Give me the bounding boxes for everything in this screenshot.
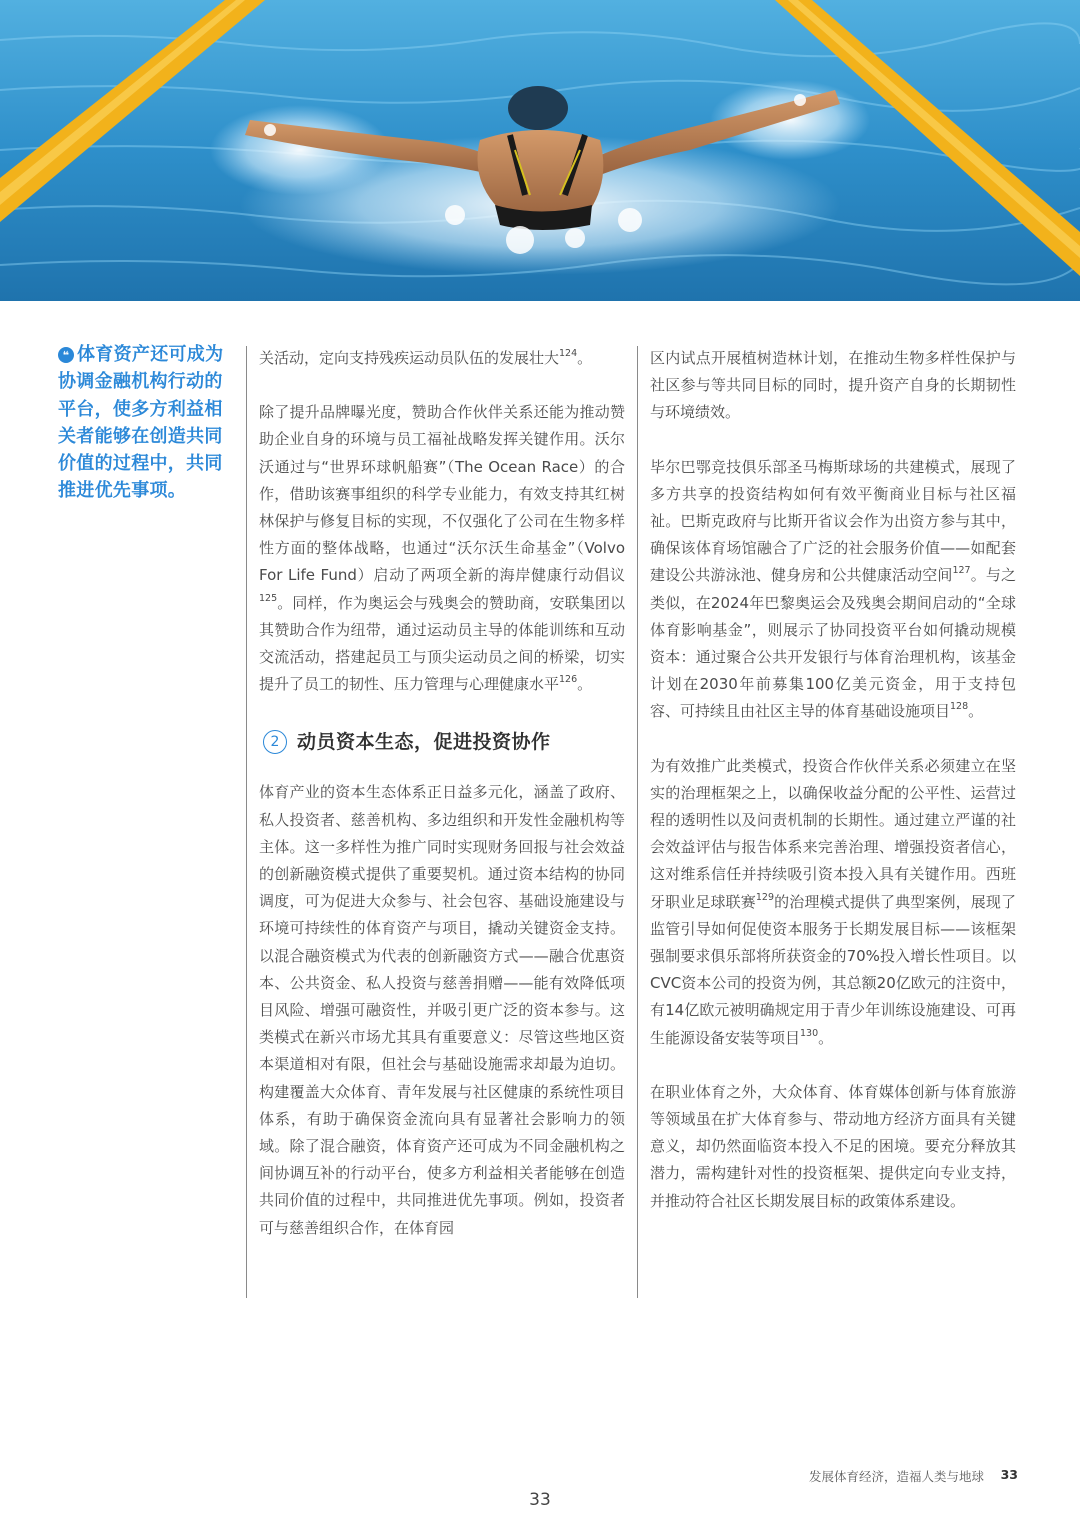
paragraph: 除了提升品牌曝光度，赞助合作伙伴关系还能为推动赞助企业自身的环境与员工福祉战略发挥关键作用。沃尔沃通过与“世界环球帆船赛”（The Ocean Race）的合作，借助该赛事组织的科学专业能力，有效支持其红树林保护与修复目标的实现，不仅强化了公司在生物多样性方面的整体战略，也通过“沃尔沃生命基金”（Volvo For Life Fund）启动了两项全新的海岸健康行动倡议$^{125}$。同样，作为奥运会与残奥会的赞助商，安联集团以其赞助合作为纽带，通过运动员主导的体能训练和互动交流活动，搭建起员工与顶尖运动员之间的桥梁，切实提升了员工的韧性、压力管理与心理健康水平$^{126}$。	[259, 403, 625, 694]
column-divider-right	[637, 346, 638, 1298]
paragraph: 在职业体育之外，大众体育、体育媒体创新与体育旅游等领域虽在扩大体育参与、带动地方经济方面具有关键意义，却仍然面临资本投入不足的困境。要充分释放其潜力，需构建针对性的投资框架、提供定向专业支持，并推动符合社区长期发展目标的政策体系建设。	[650, 1082, 1016, 1210]
footer-page-number: 33	[1000, 1467, 1018, 1482]
body-column-2	[650, 345, 1016, 1215]
pull-quote	[58, 341, 238, 505]
section-number-badge: 2	[263, 730, 287, 754]
paragraph: 为有效推广此类模式，投资合作伙伴关系必须建立在坚实的治理框架之上，以确保收益分配的公平性、运营过程的透明性以及问责机制的长期性。通过建立严谨的社会效益评估与报告体系来完善治理、增强投资者信心，这对维系信任并持续吸引资本投入具有关键作用。西班牙职业足球联赛$^{129}$的治理模式提供了典型案例，展现了监管引导如何促使资本服务于长期发展目标——该框架强制要求俱乐部将所获资金的70%投入增长性项目。以CVC资本公司的投资为例，其总额20亿欧元的注资中，有14亿欧元被明确规定用于青少年训练设施建设、可再生能源设备安装等项目$^{130}$。	[650, 756, 1016, 1047]
body-column-1	[259, 345, 625, 1242]
quote-icon: ❝	[58, 347, 74, 363]
page-number: 33	[529, 1490, 551, 1510]
footer-title: 发展体育经济，造福人类与地球	[808, 1469, 984, 1484]
swimmer-illustration	[0, 0, 1080, 301]
paragraph: 区内试点开展植树造林计划，在推动生物多样性保护与社区参与等共同目标的同时，提升资产自身的长期韧性与环境绩效。	[650, 349, 1016, 422]
paragraph: 体育产业的资本生态体系正日益多元化，涵盖了政府、私人投资者、慈善机构、多边组织和开发性金融机构等主体。这一多样性为推广同时实现财务回报与社会效益的创新融资模式提供了重要契机。通过资本结构的协同调度，可为促进大众参与、社会包容、基础设施建设与环境可持续性的体育资产与项目，撬动关键资金支持。以混合融资模式为代表的创新融资方式——融合优惠资本、公共资金、私人投资与慈善捐赠——能有效降低项目风险、增强可融资性，并吸引更广泛的资本参与。这类模式在新兴市场尤其具有重要意义：尽管这些地区资本渠道相对有限，但社会与基础设施需求却最为迫切。构建覆盖大众体育、青年发展与社区健康的系统性项目体系，有助于确保资金流向具有显著社会影响力的领域。除了混合融资，体育资产还可成为不同金融机构之间协调互补的行动平台，使多方利益相关者能够在创造共同价值的过程中，共同推进优先事项。例如，投资者可与慈善组织合作，在体育园	[259, 783, 625, 1237]
paragraph: 关活动，定向支持残疾运动员队伍的发展壮大$^{124}$。	[259, 348, 593, 367]
hero-photo	[0, 0, 1080, 301]
pull-quote-text: 体育资产还可成为协调金融机构行动的平台，使多方利益相关者能够在创造共同价值的过程中，共同推进优先事项。	[58, 344, 224, 502]
paragraph: 毕尔巴鄂竞技俱乐部圣马梅斯球场的共建模式，展现了多方共享的投资结构如何有效平衡商业目标与社区福祉。巴斯克政府与比斯开省议会作为出资方参与其中，确保该体育场馆融合了广泛的社会服务价值——如配套建设公共游泳池、健身房和公共健康活动空间$^{127}$。与之类似，在2024年巴黎奥运会及残奥会期间启动的“全球体育影响基金”，则展示了协同投资平台如何撬动规模资本：通过聚合公共开发银行与体育治理机构，该基金计划在2030年前募集100亿美元资金，用于支持包容、可持续且由社区主导的体育基础设施项目$^{128}$。	[650, 457, 1016, 721]
column-divider-left	[246, 346, 247, 1298]
section-title: 动员资本生态，促进投资协作	[297, 730, 551, 753]
section-heading	[259, 725, 625, 759]
